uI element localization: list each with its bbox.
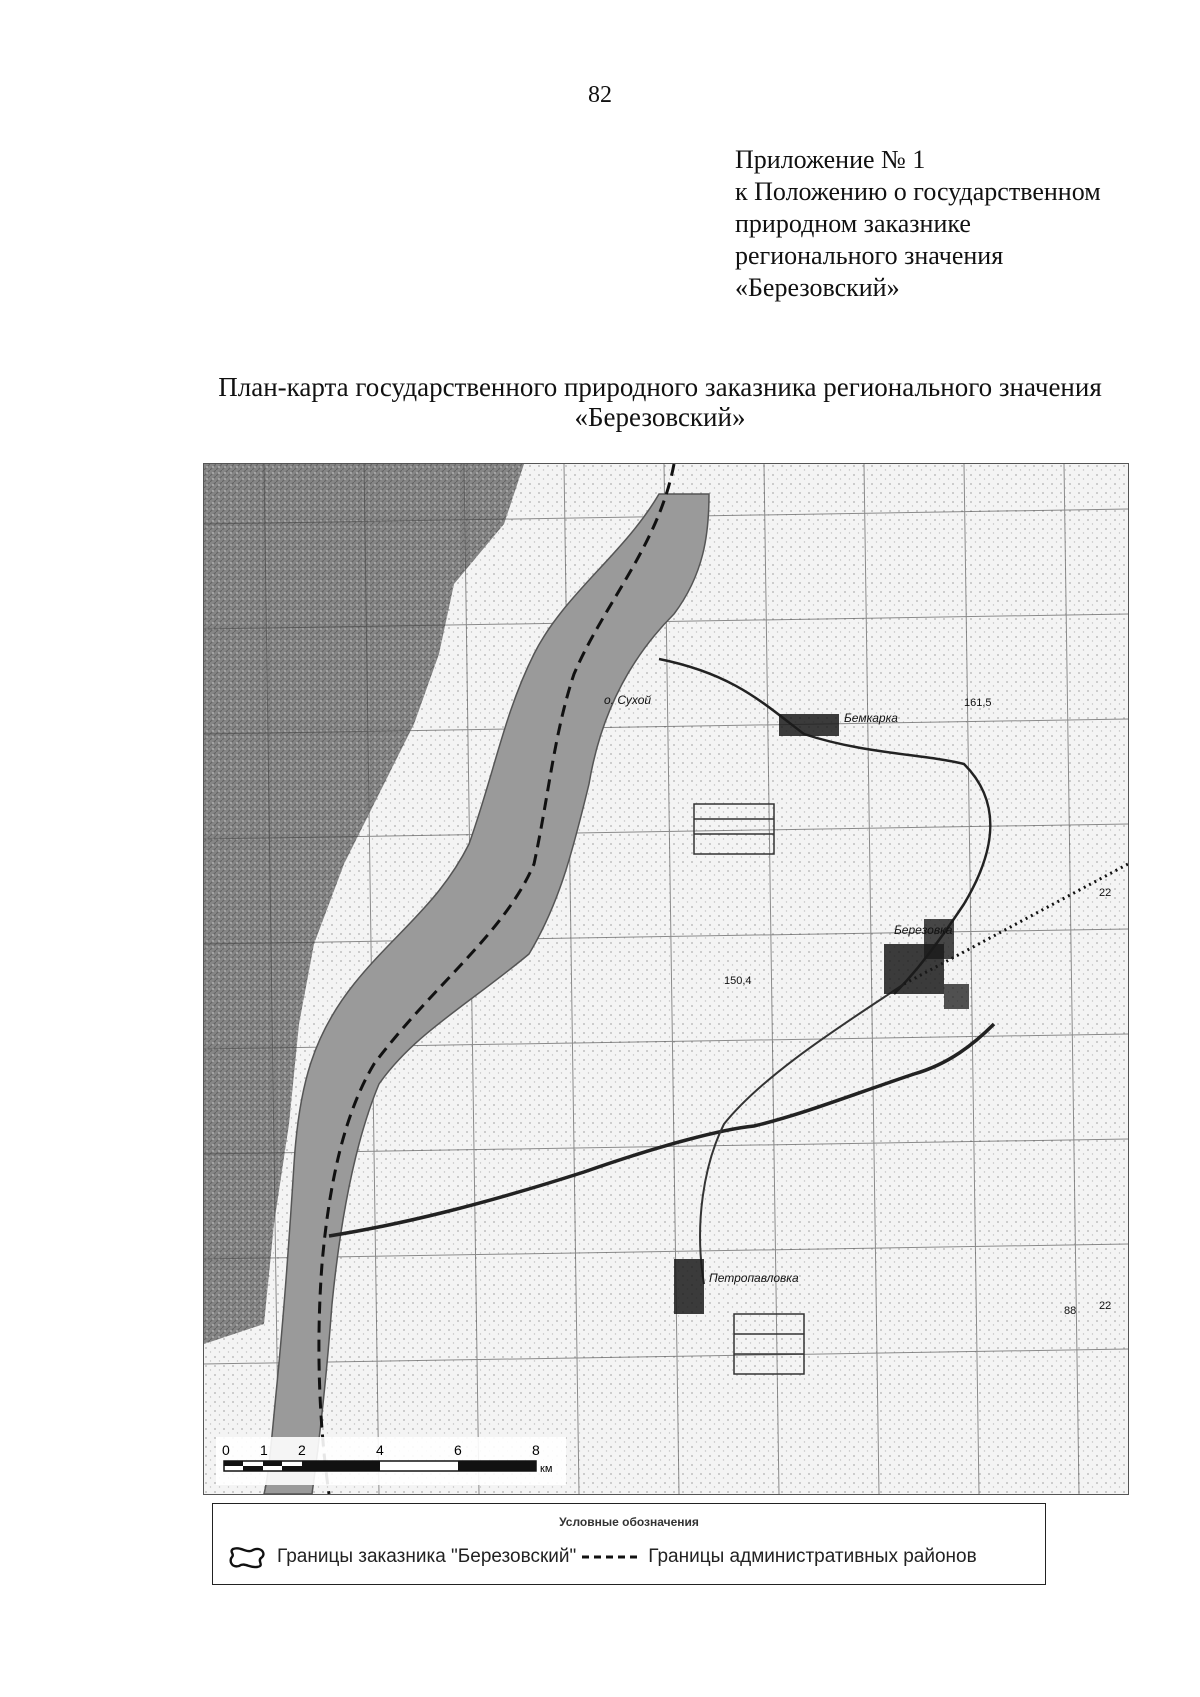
appendix-line: «Березовский» [735, 273, 900, 302]
settlement-petropavlovka [674, 1259, 704, 1314]
topographic-map [203, 463, 1129, 1495]
legend-item-admin: Границы административных районов [648, 1546, 977, 1567]
appendix-line: регионального значения [735, 241, 1004, 270]
scale-tick-label: 2 [298, 1442, 306, 1458]
elevation-label: 22 [1099, 1300, 1112, 1312]
appendix-line: к Положению о государственном [735, 177, 1101, 206]
scale-tick-label: 8 [532, 1442, 540, 1458]
legend-item-reserve: Границы заказника "Березовский" [277, 1546, 577, 1567]
appendix-line: Приложение № 1 [735, 145, 926, 174]
page-title [60, 372, 1200, 432]
scale-tick-label: 1 [260, 1442, 268, 1458]
scale-bar [216, 1437, 566, 1490]
reserve-boundary-icon [227, 1544, 269, 1570]
label-petropavlovka: Петропавловка [709, 1271, 799, 1285]
elevation-label: 161,5 [964, 697, 992, 709]
appendix-line: природном заказнике [735, 209, 971, 238]
legend-items [227, 1544, 977, 1570]
legend-title: Условные обозначения [559, 1515, 699, 1529]
elevation-label: 150,4 [724, 975, 752, 987]
admin-boundary-icon [580, 1547, 640, 1567]
elevation-label: 88 [1064, 1305, 1077, 1317]
scale-tick-label: 4 [376, 1442, 384, 1458]
settlement-bemkarka [779, 714, 839, 736]
map-legend [212, 1503, 1046, 1585]
label-island: о. Сухой [604, 693, 652, 707]
appendix-note [735, 144, 1101, 304]
scale-tick-label: 0 [222, 1442, 230, 1458]
title-line-1: План-карта государственного природного заказника регионального значения [218, 372, 1102, 402]
page-number: 82 [588, 82, 612, 108]
label-berezovka: Березовка [894, 923, 953, 937]
elevation-label: 22 [1099, 887, 1112, 899]
title-line-2: «Березовский» [574, 402, 746, 432]
label-bemkarka: Бемкарка [844, 711, 898, 725]
scale-tick-label: 6 [454, 1442, 462, 1458]
scale-unit: км [540, 1463, 553, 1475]
